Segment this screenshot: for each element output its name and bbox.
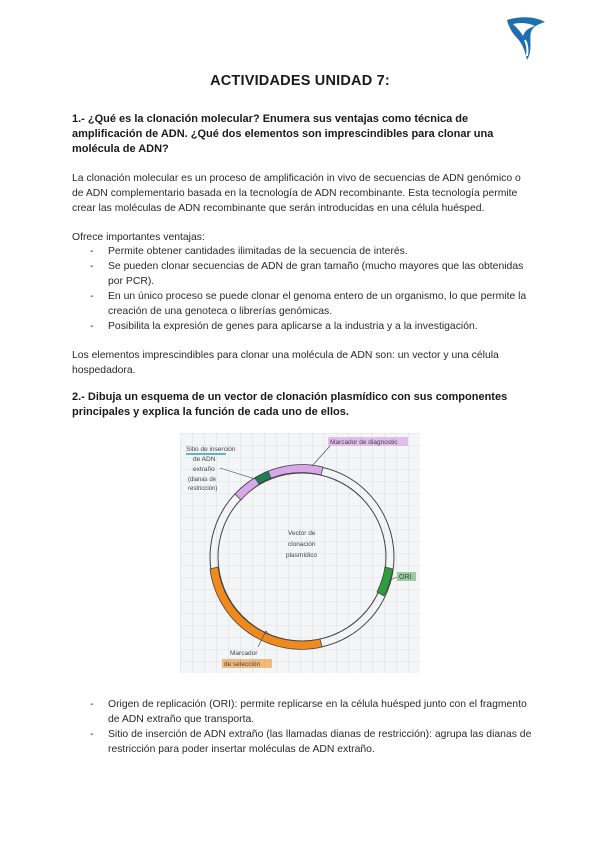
question-2: 2.- Dibuja un esquema de un vector de clonación plasmídico con sus componentes principales y explica la función de cada uno de ellos. xyxy=(72,391,508,418)
svg-text:Sitio de inserción: Sitio de inserción xyxy=(186,446,236,453)
svg-text:extraño: extraño xyxy=(193,466,215,473)
list-item: - Sitio de inserción de ADN extraño (las llamadas dianas de restricción): agrupa las dianas de restricción para poder insertar moléculas de ADN extraño. xyxy=(90,729,532,755)
svg-text:Marcador: Marcador xyxy=(230,650,258,657)
svg-text:de selección: de selección xyxy=(224,661,261,668)
list-item: - Se pueden clonar secuencias de ADN de gran tamaño (mucho mayores que las obtenidas por PCR). xyxy=(90,261,524,287)
svg-text:plasmídico: plasmídico xyxy=(286,552,318,559)
list-item: - Permite obtener cantidades ilimitadas de la secuencia de interés. xyxy=(90,246,408,257)
svg-text:Vector de: Vector de xyxy=(288,530,316,537)
q1-answer-conclusion: Los elementos imprescindibles para clonar una molécula de ADN son: un vector y una célula hospedadora. xyxy=(72,350,499,376)
plasmid-diagram xyxy=(180,433,420,673)
list-item: - Posibilita la expresión de genes para aplicarse a la industria y a la investigación. xyxy=(90,321,478,332)
q1-advantages-intro: Ofrece importantes ventajas: xyxy=(72,232,205,243)
q1-answer-paragraph: La clonación molecular es un proceso de amplificación in vivo de secuencias de ADN genómico o de ADN complementario basada en la tecnología de ADN recombinante. Esta tecnología permite crear las moléculas de ADN recombinante que serán introducidas en una célula huésped. xyxy=(72,173,521,214)
svg-text:Marcador de diagnostic: Marcador de diagnostic xyxy=(330,439,398,446)
svg-text:(dianas de: (dianas de xyxy=(188,477,217,483)
q2-components-list xyxy=(72,697,534,757)
list-item: - Origen de replicación (ORI): permite replicarse en la célula huésped junto con el fragmento de ADN extraño que transporta. xyxy=(90,699,527,725)
label-center xyxy=(286,530,317,559)
logo-icon xyxy=(503,14,549,64)
svg-text:de ADN: de ADN xyxy=(193,456,216,463)
svg-text:restricción): restricción) xyxy=(188,486,218,492)
svg-text:ORI: ORI xyxy=(399,574,412,581)
q1-advantages-list xyxy=(72,244,534,334)
svg-text:clonación: clonación xyxy=(288,541,316,548)
page-title: ACTIVIDADES UNIDAD 7: xyxy=(210,73,390,89)
list-item: - En un único proceso se puede clonar el genoma entero de un organismo, lo que permite la creación de una genoteca o librerías genómicas. xyxy=(90,291,527,317)
question-1: 1.- ¿Qué es la clonación molecular? Enumera sus ventajas como técnica de amplificación de ADN. ¿Qué dos elementos son imprescindibles para clonar una molécula de ADN? xyxy=(72,113,494,155)
